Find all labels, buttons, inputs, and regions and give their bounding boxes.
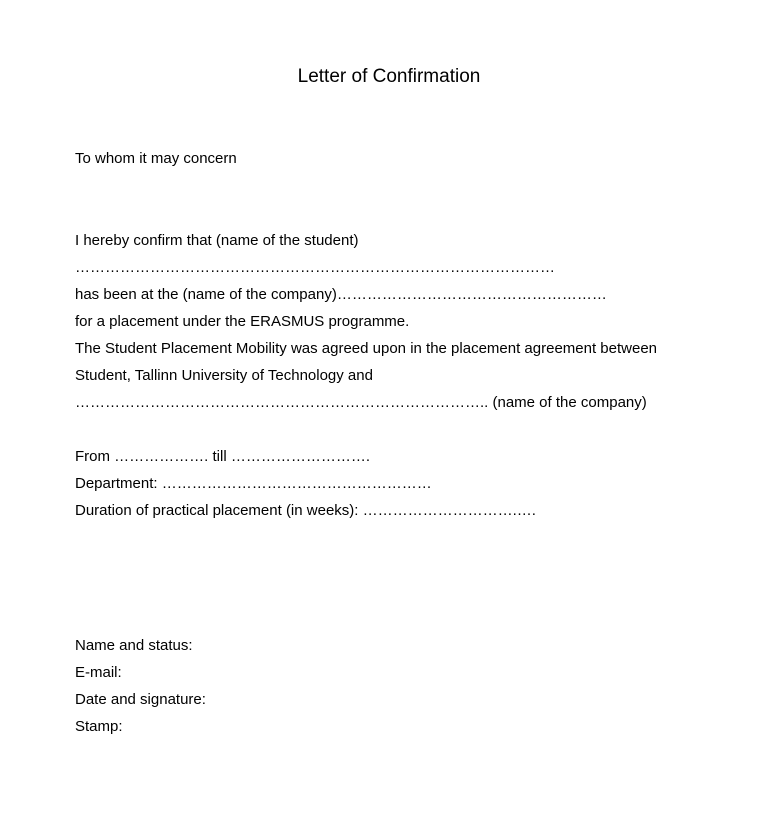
salutation: To whom it may concern [75,150,237,167]
body-line-agreement: The Student Placement Mobility was agreed upon in the placement agreement between [75,340,658,357]
department-line: Department: ……………………………………………… [75,475,432,492]
name-status-label: Name and status: [75,637,193,654]
body-line-company-blank: ……………………………………………………………………….. (name of the company) [75,394,647,411]
body-line-confirm: I hereby confirm that (name of the student) [75,232,359,249]
body-line-programme: for a placement under the ERASMUS programme. [75,313,410,330]
body-line-company: has been at the (name of the company)……………………………………………… [75,286,607,303]
period-line: From ………………. till ………………………. [75,448,370,465]
body-line-university: Student, Tallinn University of Technology and [75,367,373,384]
date-signature-label: Date and signature: [75,691,206,708]
duration-line: Duration of practical placement (in weeks): ………………………….…. [75,502,536,519]
stamp-label: Stamp: [75,718,123,735]
email-label: E-mail: [75,664,122,681]
document-title: Letter of Confirmation [297,66,481,87]
body-line-student-blank: …………………………………………………………………………………… [75,259,555,276]
